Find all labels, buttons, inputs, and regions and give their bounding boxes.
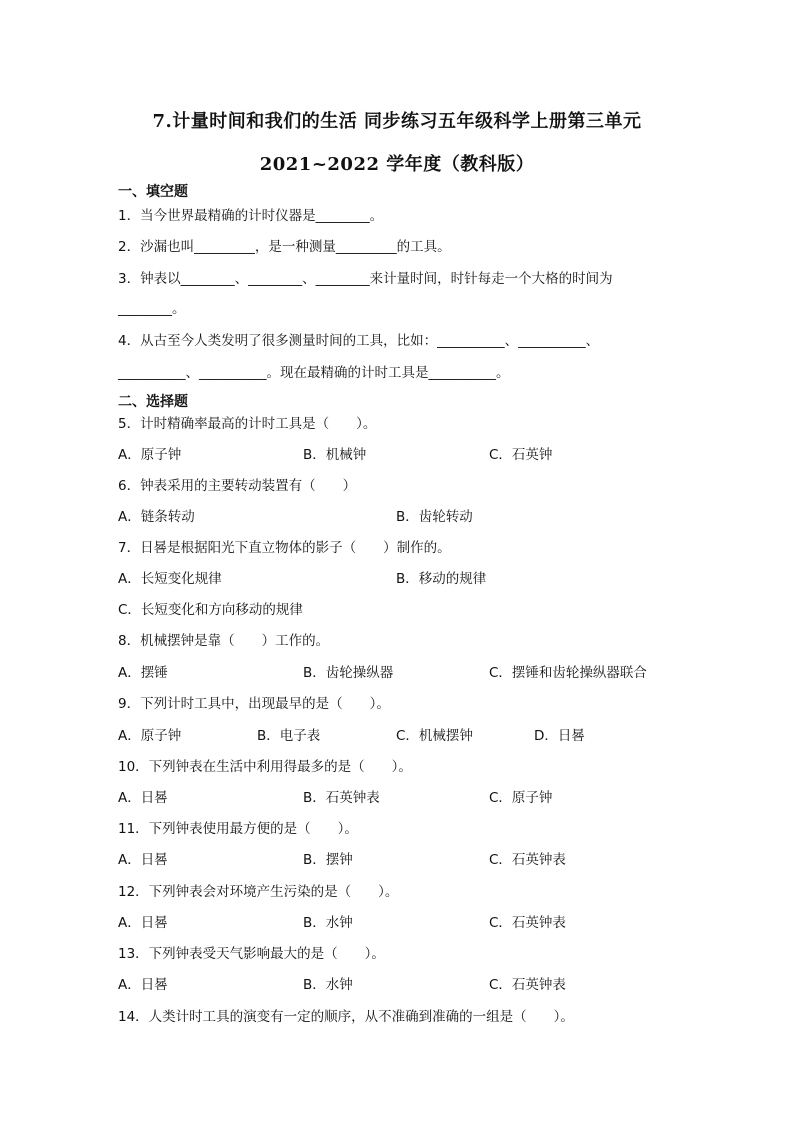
question-13: 13．下列钟表受天气影响最大的是（ ）。 [118,946,385,962]
question-9-option-c: C．机械摆钟 [396,728,473,744]
question-5-option-a: A．原子钟 [118,447,182,463]
question-4-line-2: __________、__________。现在最精确的计时工具是__________。 [118,365,510,381]
question-13-option-c: C．石英钟表 [489,977,566,993]
question-7-option-a: A．长短变化规律 [118,571,222,587]
question-5-option-c: C．石英钟 [489,447,553,463]
question-3-line-2: ________。 [118,301,186,317]
document-title: 7.计量时间和我们的生活 同步练习五年级科学上册第三单元 [152,111,642,132]
question-11: 11．下列钟表使用最方便的是（ ）。 [118,821,358,837]
question-9-option-a: A．原子钟 [118,728,182,744]
section-heading-choice: 二、选择题 [118,394,188,410]
question-8-option-a: A．摆锤 [118,665,168,681]
question-11-option-b: B．摆钟 [303,852,353,868]
question-10-option-b: B．石英钟表 [303,790,380,806]
question-9: 9．下列计时工具中，出现最早的是（ ）。 [118,696,390,712]
question-7: 7．日晷是根据阳光下直立物体的影子（ ）制作的。 [118,540,451,556]
question-7-option-c: C．长短变化和方向移动的规律 [118,602,303,618]
section-heading-fill: 一、填空题 [118,184,188,200]
question-12-option-c: C．石英钟表 [489,915,566,931]
question-4-line-1: 4．从古至今人类发明了很多测量时间的工具，比如：__________、__________、 [118,333,600,349]
question-6-option-b: B．齿轮转动 [396,509,473,525]
question-11-option-c: C．石英钟表 [489,852,566,868]
question-12-option-a: A．日晷 [118,915,168,931]
question-10-option-c: C．原子钟 [489,790,553,806]
question-2: 2．沙漏也叫_________，是一种测量_________的工具。 [118,239,451,255]
question-1: 1．当今世界最精确的计时仪器是________。 [118,208,384,224]
question-8-option-b: B．齿轮操纵器 [303,665,394,681]
question-10-option-a: A．日晷 [118,790,168,806]
question-7-option-b: B．移动的规律 [396,571,487,587]
question-14: 14．人类计时工具的演变有一定的顺序，从不准确到准确的一组是（ ）。 [118,1009,574,1025]
question-13-option-a: A．日晷 [118,977,168,993]
question-12: 12．下列钟表会对环境产生污染的是（ ）。 [118,884,399,900]
question-9-option-d: D．日晷 [534,728,585,744]
question-12-option-b: B．水钟 [303,915,353,931]
document-subtitle: 2021~2022 学年度（教科版） [259,154,535,175]
question-3-line-1: 3．钟表以________、________、________来计量时间，时针每走一个大格的时间为 [118,271,613,287]
question-13-option-b: B．水钟 [303,977,353,993]
question-10: 10．下列钟表在生活中利用得最多的是（ ）。 [118,759,412,775]
question-6: 6．钟表采用的主要转动装置有（ ） [118,478,357,494]
question-9-option-b: B．电子表 [257,728,321,744]
question-5: 5．计时精确率最高的计时工具是（ ）。 [118,416,377,432]
question-8-option-c: C．摆锤和齿轮操纵器联合 [489,665,647,681]
question-11-option-a: A．日晷 [118,852,168,868]
question-8: 8．机械摆钟是靠（ ）工作的。 [118,633,330,649]
question-5-option-b: B．机械钟 [303,447,367,463]
question-6-option-a: A．链条转动 [118,509,195,525]
